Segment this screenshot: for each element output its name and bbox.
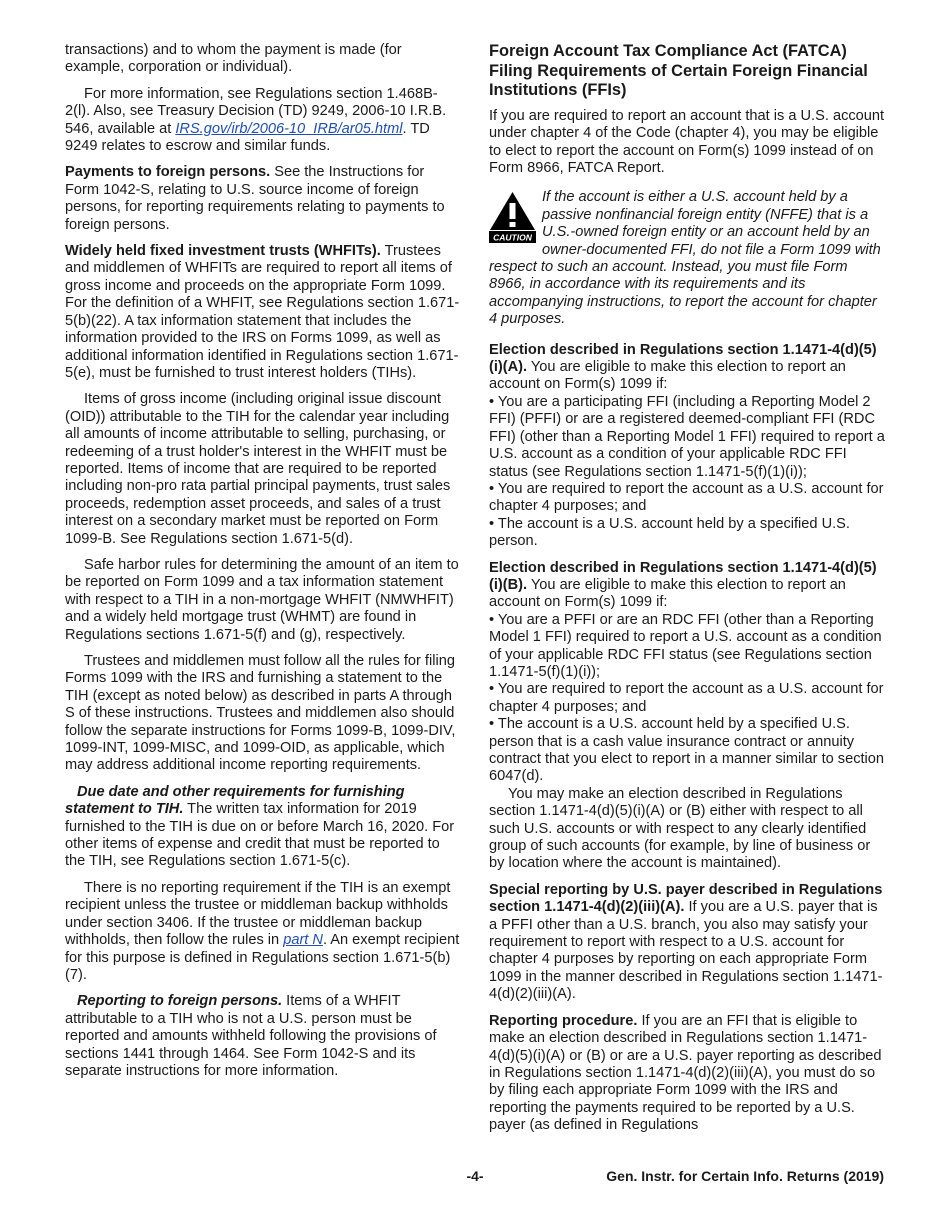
paragraph-election-a: Election described in Regulations section 1.1471-4(d)(5)(i)(A). You are eligible to make this election to report an account on Form(s) 1099 if: [489,341,877,393]
paragraph-regulations-escrow: For more information, see Regulations section 1.468B-2(l). Also, see Treasury Decision (TD) 9249, 2006-10 I.R.B. 546, available at IRS.gov/irb/2006-10_IRB/ar05.html. TD 9249 relates to escrow and similar funds. [65,85,447,155]
heading-reporting-procedure: Reporting procedure. [489,1012,638,1029]
heading-whfit: Widely held fixed investment trusts (WHFITs). [65,243,381,260]
caution-icon-label: CAUTION [493,232,532,243]
paragraph-election-scope: You may make an election described in Regulations section 1.1471-4(d)(5)(i)(A) or (B) either with respect to all such U.S. accounts or with respect to any clearly identified group of such accounts (for example, by line of business or by location where the account is maintained). [489,785,871,872]
page-number: -4- [466,1168,484,1184]
heading-special-reporting: Special reporting by U.S. payer described in Regulations section 1.1471-4(d)(2)(iii)(A). [489,881,883,916]
heading-reporting-foreign: Reporting to foreign persons. [77,993,283,1010]
caution-note [489,189,886,328]
paragraph-gross-income: Items of gross income (including original issue discount (OID)) attributable to the TIH for the calendar year including all amounts of income attributable to selling, purchasing, or redeeming of a trust holder's interest in the WHFIT must be reported. Items of income that are required to be reported including non-pro rata partial principal payments, trust sales proceeds, redemption asset proceeds, and sales of a trust interest on a secondary market must be reported on Form 1099-B. See Regulations section 1.671-5(d). [65,391,451,547]
paragraph-election-b: Election described in Regulations section 1.1471-4(d)(5)(i)(B). You are eligible to make this election to report an account on Form(s) 1099 if: [489,559,877,611]
bullet-item: • You are a PFFI or are an RDC FFI (other than a Reporting Model 1 FFI) required to report a U.S. account as a condition of your applicable RDC FFI status (see Regulations section 1.1471-5(f)(1)(i)); [489,611,882,680]
document-reference: Gen. Instr. for Certain Info. Returns (2019) [606,1168,884,1184]
paragraph-reporting-foreign: Reporting to foreign persons. Items of a WHFIT attributable to a TIH who is not a U.S. person must be reported and amounts withheld following the provisions of sections 1441 through 1464. See Form 1042-S and its separate instructions for more information. [65,993,437,1079]
paragraph-fatca-intro: If you are required to report an account that is a U.S. account under chapter 4 of the Code (chapter 4), you may be eligible to elect to report the account on Form(s) 1099 instead of on Form 8966, FATCA Report. [489,107,885,176]
bullet-item: • The account is a U.S. account held by a specified U.S. person that is a cash value insurance contract or annuity contract that you elect to report in a manner similar to section 6047(d). [489,716,885,785]
bullet-item: • You are required to report the account as a U.S. account for chapter 4 purposes; and [489,681,884,715]
paragraph-reporting-procedure: Reporting procedure. If you are an FFI that is eligible to make an election described in Regulations section 1.1471-4(d)(5)(i)(A) or (B) or are a U.S. payer reporting as described in Regulations section 1.1471-4(d)(2)(iii)(A), you must do so by filing each appropriate Form 1099 with the IRS and reporting the payments required to be reported by a U.S. payer (as defined in Regulations [489,1012,882,1134]
right-column [489,42,886,1144]
heading-election-b: Election described in Regulations section 1.1471-4(d)(5)(i)(B). [489,559,877,593]
paragraph-payments-foreign: Payments to foreign persons. See the Instructions for Form 1042-S, relating to U.S. source income of foreign persons, for reporting requirements relating to payments to foreign persons. [65,164,445,233]
bullet-item: • You are required to report the account as a U.S. account for chapter 4 purposes; and [489,480,884,515]
section-title-fatca: Foreign Account Tax Compliance Act (FATCA) Filing Requirements of Certain Foreign Financial Institutions (FFIs) [489,42,868,100]
paragraph-continued: transactions) and to whom the payment is made (for example, corporation or individual). [65,42,402,76]
paragraph-no-reporting: There is no reporting requirement if the TIH is an exempt recipient unless the trustee or middleman backup withholds under section 3406. If the trustee or middleman backup withholds, then follow the rules in part N. An exempt recipient for this purpose is defined in Regulations section 1.671-5(b)(7). [65,879,460,983]
paragraph-whfit: Widely held fixed investment trusts (WHFITs). Trustees and middlemen of WHFITs are required to report all items of gross income and proceeds on the appropriate Form 1099. For the definition of a WHFIT, see Regulations section 1.671-5(b)(22). A tax information statement that includes the information provided to the IRS on Forms 1099, as well as additional information identified in Regulations section 1.671-5(e), must be furnished to trust interest holders (TIHs). [65,243,460,381]
heading-payments-foreign: Payments to foreign persons. [65,164,271,181]
paragraph-special-reporting: Special reporting by U.S. payer described in Regulations section 1.1471-4(d)(2)(iii)(A). If you are a U.S. payer that is a PFFI other than a U.S. branch, you also may satisfy your requirement to report with respect to a U.S. account for chapter 4 purposes by reporting on each appropriate Form 1099 in the manner described in Regulations section 1.1471-4(d)(2)(iii)(A). [489,881,883,1003]
caution-icon [489,191,536,243]
bullet-item: • The account is a U.S. account held by a specified U.S. person. [489,515,850,550]
caution-text: If the account is either a U.S. account held by a passive nonfinancial foreign entity (NFFE) that is a U.S.-owned foreign entity or an account held by an owner-documented FFI, do not file a Form 1099 with respect to such an account. Instead, you must file Form 8966, in accordance with its requirements and its accompanying instructions, to report the account for chapter 4 purposes. [489,189,881,328]
heading-election-a: Election described in Regulations section 1.1471-4(d)(5)(i)(A). [489,341,877,376]
paragraph-due-date: Due date and other requirements for furnishing statement to TIH. The written tax information for 2019 furnished to the TIH is due on or before March 16, 2020. For other items of expense and credit that must be reported to the TIH, see Regulations section 1.671-5(c). [65,783,455,870]
irs-irb-link[interactable]: IRS.gov/irb/2006-10_IRB/ar05.html [175,120,403,137]
paragraph-safe-harbor: Safe harbor rules for determining the amount of an item to be reported on Form 1099 and a tax information statement with respect to a TIH in a non-mortgage WHFIT (NMWHFIT) and a widely held mortgage trust (WHMT) are found in Regulations sections 1.671-5(f) and (g), respectively. [65,556,459,643]
bullet-item: • You are a participating FFI (including a Reporting Model 2 FFI) (PFFI) or are a registered deemed-compliant FFI (RDC FFI) (other than a Reporting Model 1 FFI) required to report a U.S. account as a condition of your applicable RDC FFI status (see Regulations section 1.1471-5(f)(1)(i)); [489,393,885,480]
part-n-link[interactable]: part N [283,932,323,949]
paragraph-trustees-rules: Trustees and middlemen must follow all the rules for filing Forms 1099 with the IRS and furnishing a statement to the TIH (except as noted below) as described in parts A through S of these instructions. Trustees and middlemen also should follow the separate instructions for Forms 1099-B, 1099-DIV, 1099-INT, 1099-MISC, and 1099-OID, as applicable, which may address additional income reporting requirements. [65,653,456,774]
left-column [65,42,462,1089]
heading-due-date: Due date and other requirements for furnishing statement to TIH. [65,783,405,818]
